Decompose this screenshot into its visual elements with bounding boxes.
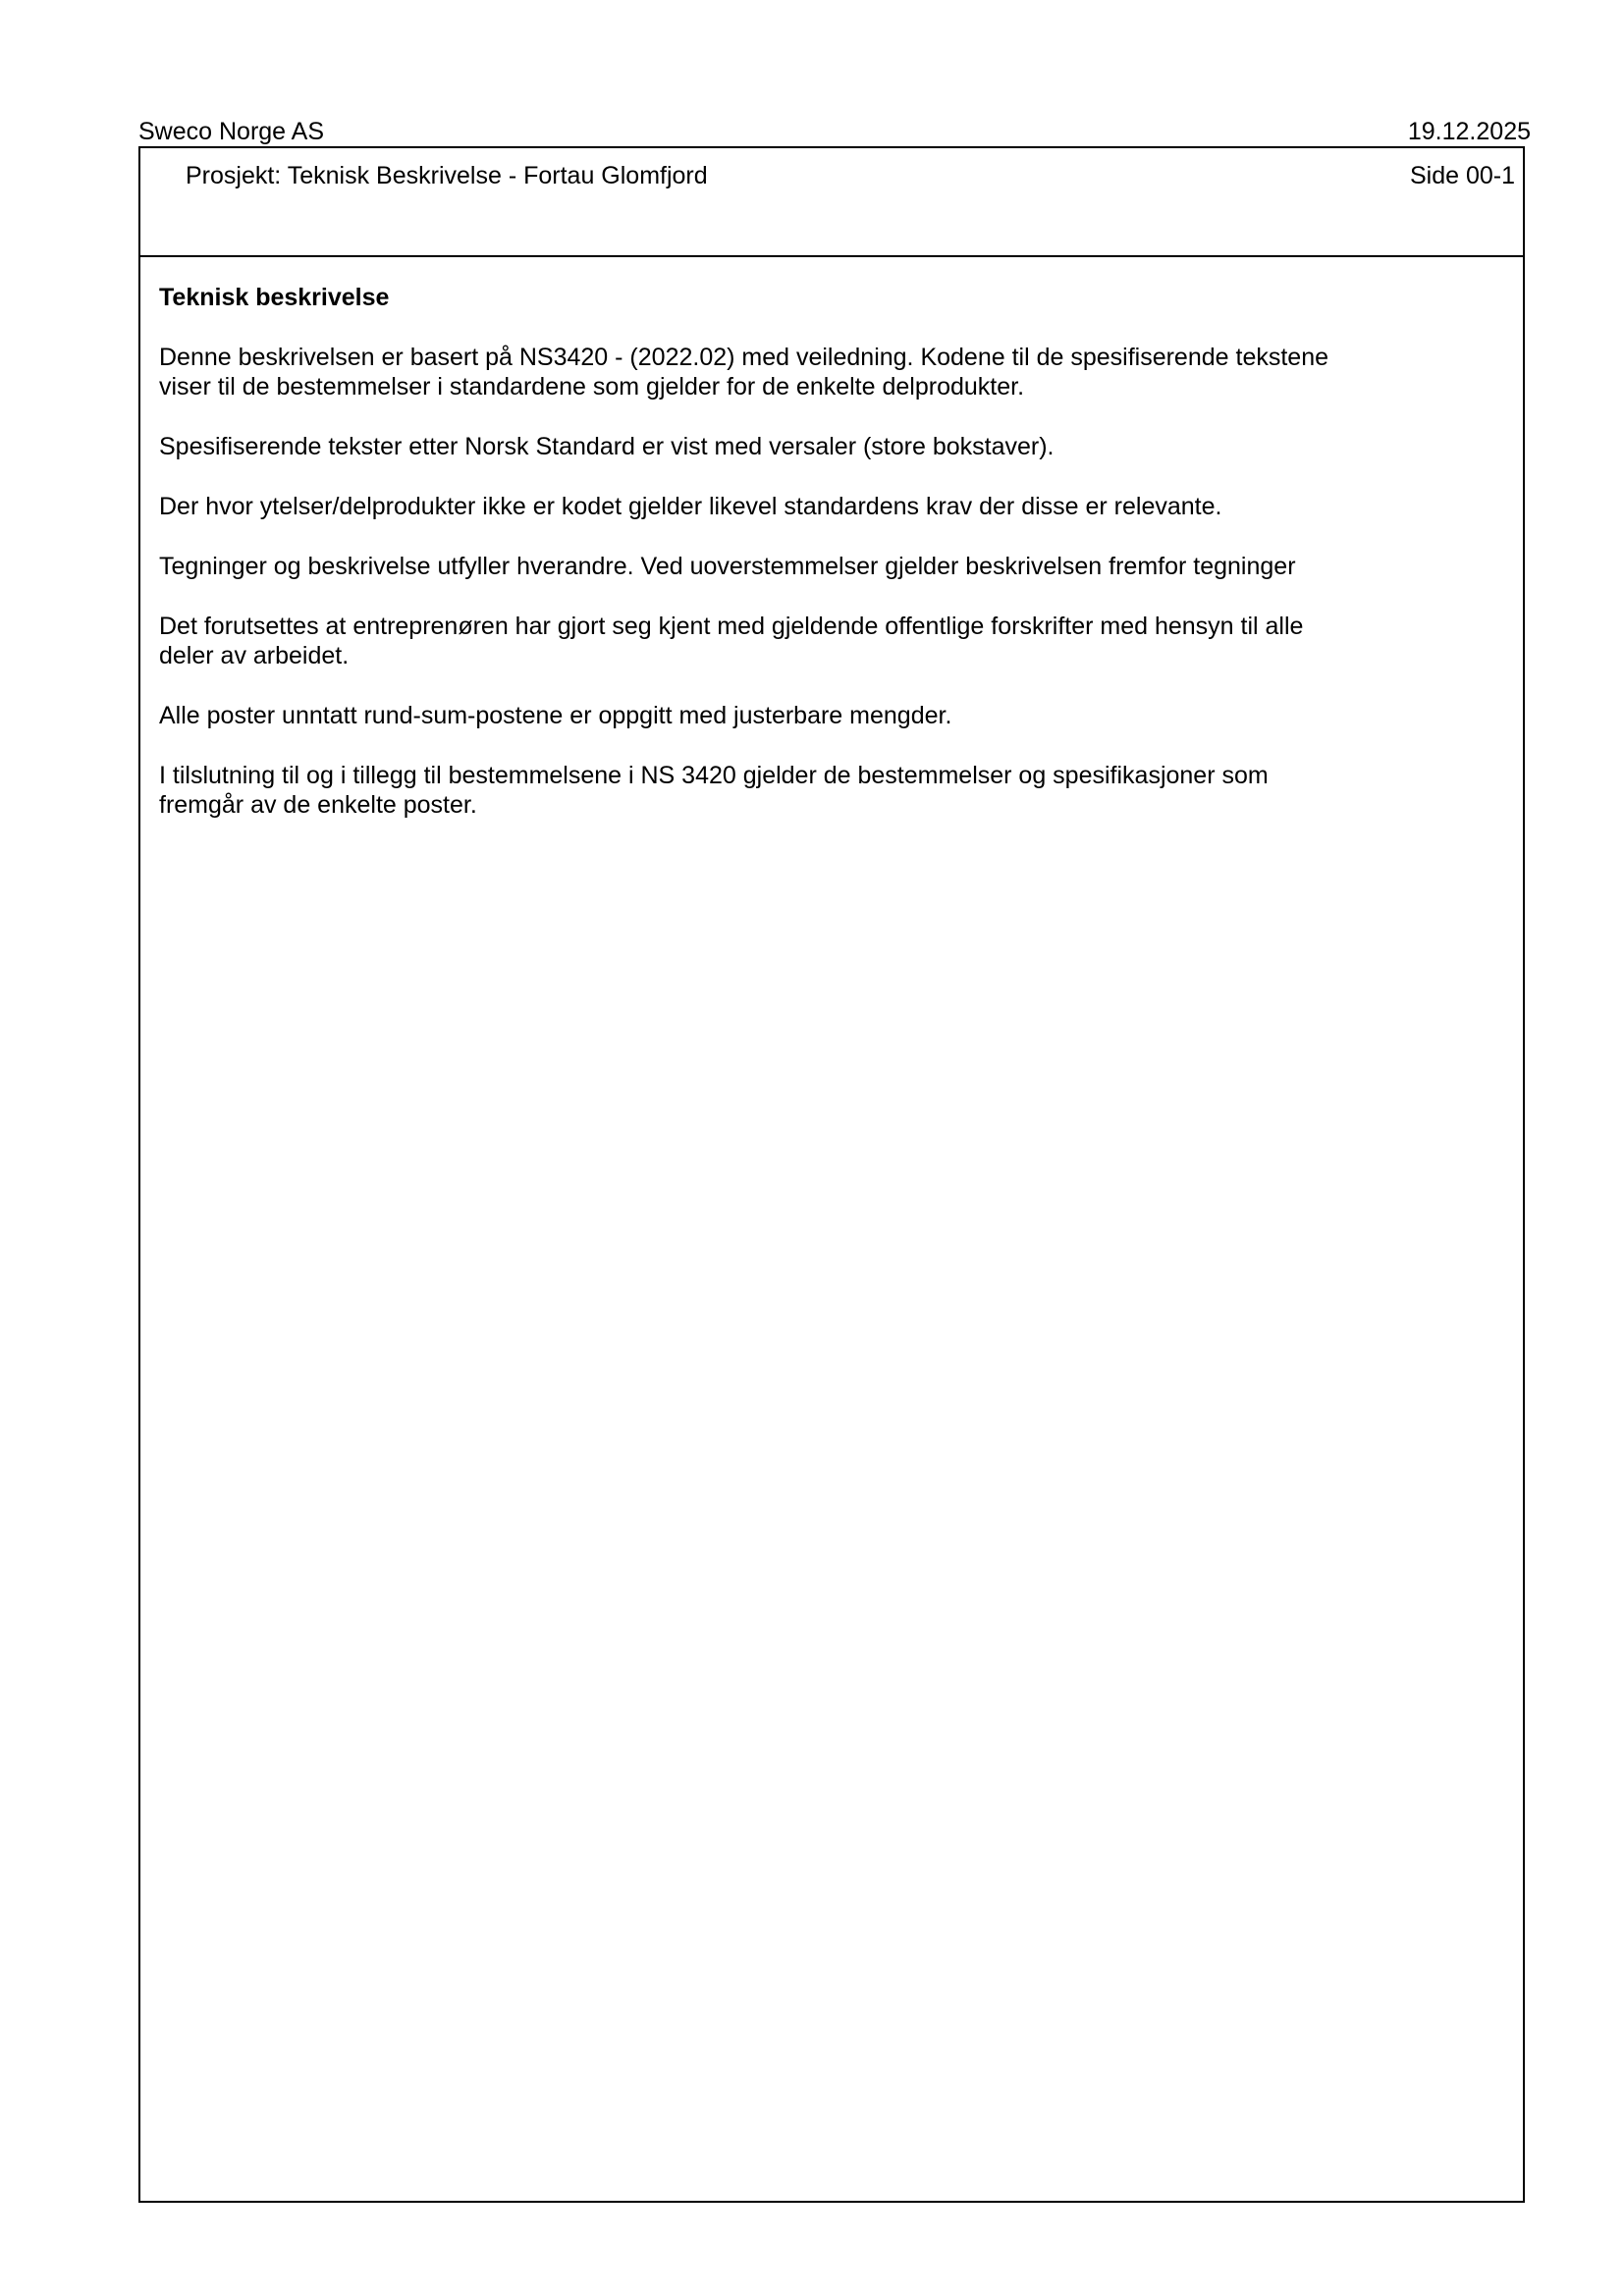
page-number: Side 00-1: [1409, 162, 1515, 189]
section-heading: Teknisk beskrivelse: [159, 284, 390, 311]
paragraph: [159, 343, 1504, 401]
paragraph: [159, 612, 1504, 670]
company-name: Sweco Norge AS: [138, 118, 324, 145]
paragraph-line: I tilslutning til og i tillegg til bestemmelsene i NS 3420 gjelder de bestemmelser og spesifikasjoner som: [159, 762, 1269, 789]
project-header: [140, 148, 1523, 257]
paragraph-line: Tegninger og beskrivelse utfyller hverandre. Ved uoverstemmelser gjelder beskrivelsen fremfor tegninger: [159, 553, 1296, 580]
paragraph: [159, 552, 1504, 581]
paragraph-line: Alle poster unntatt rund-sum-postene er oppgitt med justerbare mengder.: [159, 702, 952, 729]
paragraph: [159, 492, 1504, 521]
paragraph: [159, 432, 1504, 461]
paragraph-line: viser til de bestemmelser i standardene som gjelder for de enkelte delprodukter.: [159, 373, 1025, 400]
paragraph: [159, 761, 1504, 820]
paragraph-line: Det forutsettes at entreprenøren har gjort seg kjent med gjeldende offentlige forskrifter med hensyn til alle: [159, 613, 1304, 640]
paragraph-line: deler av arbeidet.: [159, 642, 350, 669]
page-frame: [138, 146, 1525, 2203]
paragraph-line: Denne beskrivelsen er basert på NS3420 - (2022.02) med veiledning. Kodene til de spesifiserende tekstene: [159, 344, 1329, 371]
paragraph-line: fremgår av de enkelte poster.: [159, 791, 477, 819]
document-body: [159, 283, 1504, 850]
project-title: Prosjekt: Teknisk Beskrivelse - Fortau Glomfjord: [186, 162, 708, 189]
document-date: 19.12.2025: [1407, 118, 1531, 145]
paragraph-line: Spesifiserende tekster etter Norsk Standard er vist med versaler (store bokstaver).: [159, 433, 1055, 460]
paragraph-line: Der hvor ytelser/delprodukter ikke er kodet gjelder likevel standardens krav der disse er relevante.: [159, 493, 1222, 520]
paragraph: [159, 701, 1504, 730]
